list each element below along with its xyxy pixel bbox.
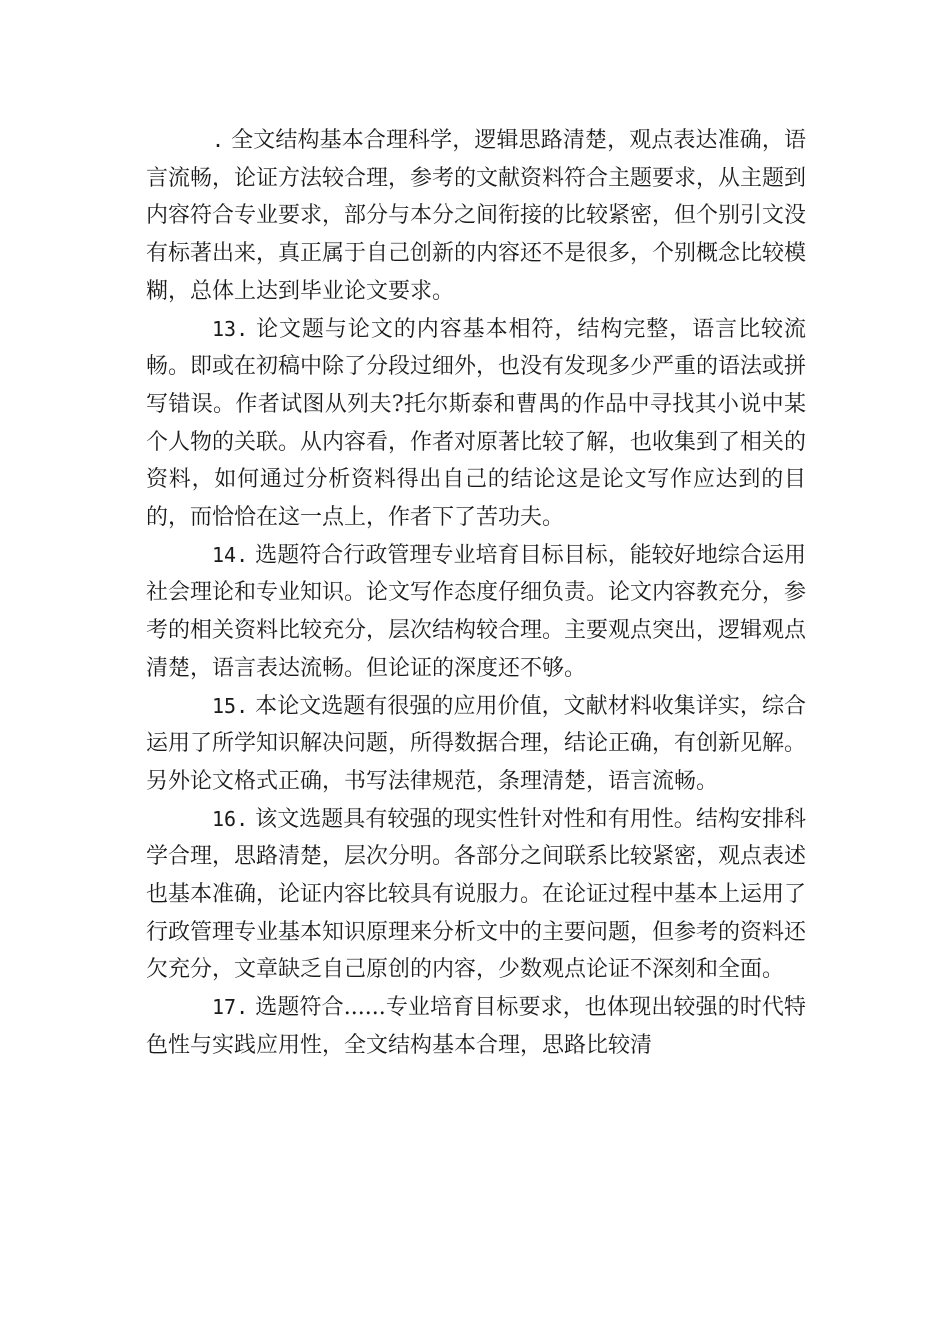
paragraph-continued [146,122,806,311]
document-page [146,122,806,1065]
paragraph-text: 本论文选题有很强的应用价值，文献材料收集详实，综合运用了所学知识解决问题，所得数据合理，结论正确，有创新见解。另外论文格式正确，书写法律规范，条理清楚，语言流畅。 [146,693,807,794]
paragraph-text: 论文题与论文的内容基本相符，结构完整，语言比较流畅。即或在初稿中除了分段过细外，也没有发现多少严重的语法或拼写错误。作者试图从列夫?托尔斯泰和曹禺的作品中寻找其小说中某个人物的关联。从内容看，作者对原著比较了解，也收集到了相关的资料，如何通过分析资料得出自己的结论这是论文写作应达到的目的，而恰恰在这一点上，作者下了苦功夫。 [146,316,807,531]
paragraph-17 [146,989,806,1064]
paragraph-number: 17. [212,995,249,1020]
paragraph-16 [146,801,806,990]
paragraph-14 [146,537,806,688]
paragraph-text: 选题符合......专业培育目标要求，也体现出较强的时代特色性与实践应用性，全文结构基本合理，思路比较清 [146,995,806,1058]
paragraph-number: 13. [212,316,249,341]
paragraph-13 [146,311,806,537]
paragraph-number: 16. [212,806,249,831]
paragraph-number: 14. [212,542,249,567]
paragraph-text: 该文选题具有较强的现实性针对性和有用性。结构安排科学合理，思路清楚，层次分明。各部分之间联系比较紧密，观点表述也基本准确，论证内容比较具有说服力。在论证过程中基本上运用了行政管理专业基本知识原理来分析文中的主要问题，但参考的资料还欠充分，文章缺乏自己原创的内容，少数观点论证不深刻和全面。 [146,806,807,983]
paragraph-number: 15. [212,693,249,718]
paragraph-text: 选题符合行政管理专业培育目标目标，能较好地综合运用社会理论和专业知识。论文写作态度仔细负责。论文内容教充分，参考的相关资料比较充分，层次结构较合理。主要观点突出，逻辑观点清楚，语言表达流畅。但论证的深度还不够。 [146,542,807,681]
paragraph-15 [146,688,806,801]
paragraph-number: . [212,128,225,152]
paragraph-text: 全文结构基本合理科学，逻辑思路清楚，观点表达准确，语言流畅，论证方法较合理，参考的文献资料符合主题要求，从主题到内容符合专业要求，部分与本分之间衔接的比较紧密，但个别引文没有标著出来，真正属于自己创新的内容还不是很多，个别概念比较模糊，总体上达到毕业论文要求。 [146,128,807,304]
